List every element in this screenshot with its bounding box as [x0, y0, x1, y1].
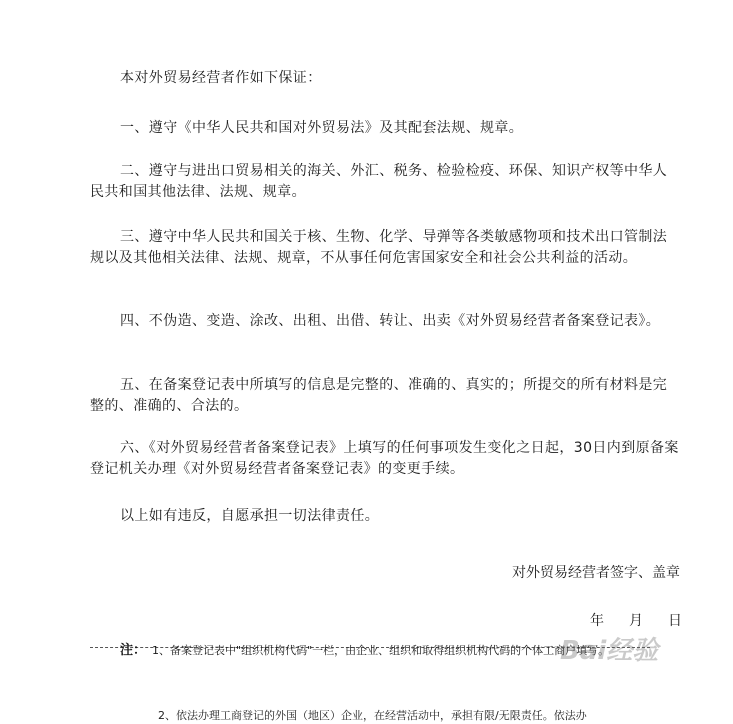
date-month: 月 [629, 613, 643, 629]
signature-line: 对外贸易经营者签字、盖章 [512, 565, 680, 581]
intro-text: 本对外贸易经营者作如下保证： [120, 70, 322, 86]
note-2: 2、依法办理工商登记的外国（地区）企业，在经营活动中，承担有限/无限责任。依法办 [158, 709, 587, 722]
closing-statement: 以上如有违反，自愿承担一切法律责任。 [120, 508, 380, 524]
guarantee-item-5: 五、在备案登记表中所填写的信息是完整的、准确的、真实的；所提交的所有材料是完整的、准确的、合法的。 [90, 377, 668, 414]
note-1-text: 1、备案登记表中"组织机构代码"一栏，由企业、组织和取得组织机构代码的个体工商户填写。 [152, 644, 610, 657]
guarantee-item-2: 二、遵守与进出口贸易相关的海关、外汇、税务、检验检疫、环保、知识产权等中华人民共和国其他法律、法规、规章。 [90, 163, 668, 200]
date-day: 日 [668, 613, 682, 629]
guarantee-item-6: 六、《对外贸易经营者备案登记表》上填写的任何事项发生变化之日起，30日内到原备案登记机关办理《对外贸易经营者备案登记表》的变更手续。 [90, 440, 679, 477]
guarantee-item-3: 三、遵守中华人民共和国关于核、生物、化学、导弹等各类敏感物项和技术出口管制法规以及其他相关法律、法规、规章，不从事任何危害国家安全和社会公共利益的活动。 [90, 229, 668, 266]
guarantee-item-4: 四、不伪造、变造、涂改、出租、出借、转让、出卖《对外贸易经营者备案登记表》。 [120, 313, 661, 329]
note-label: 注： [120, 643, 147, 658]
guarantee-item-1: 一、遵守《中华人民共和国对外贸易法》及其配套法规、规章。 [120, 120, 524, 136]
date-year: 年 [590, 613, 604, 629]
baidu-watermark-logo: Bai经验 [560, 636, 659, 666]
date-line [590, 610, 682, 630]
